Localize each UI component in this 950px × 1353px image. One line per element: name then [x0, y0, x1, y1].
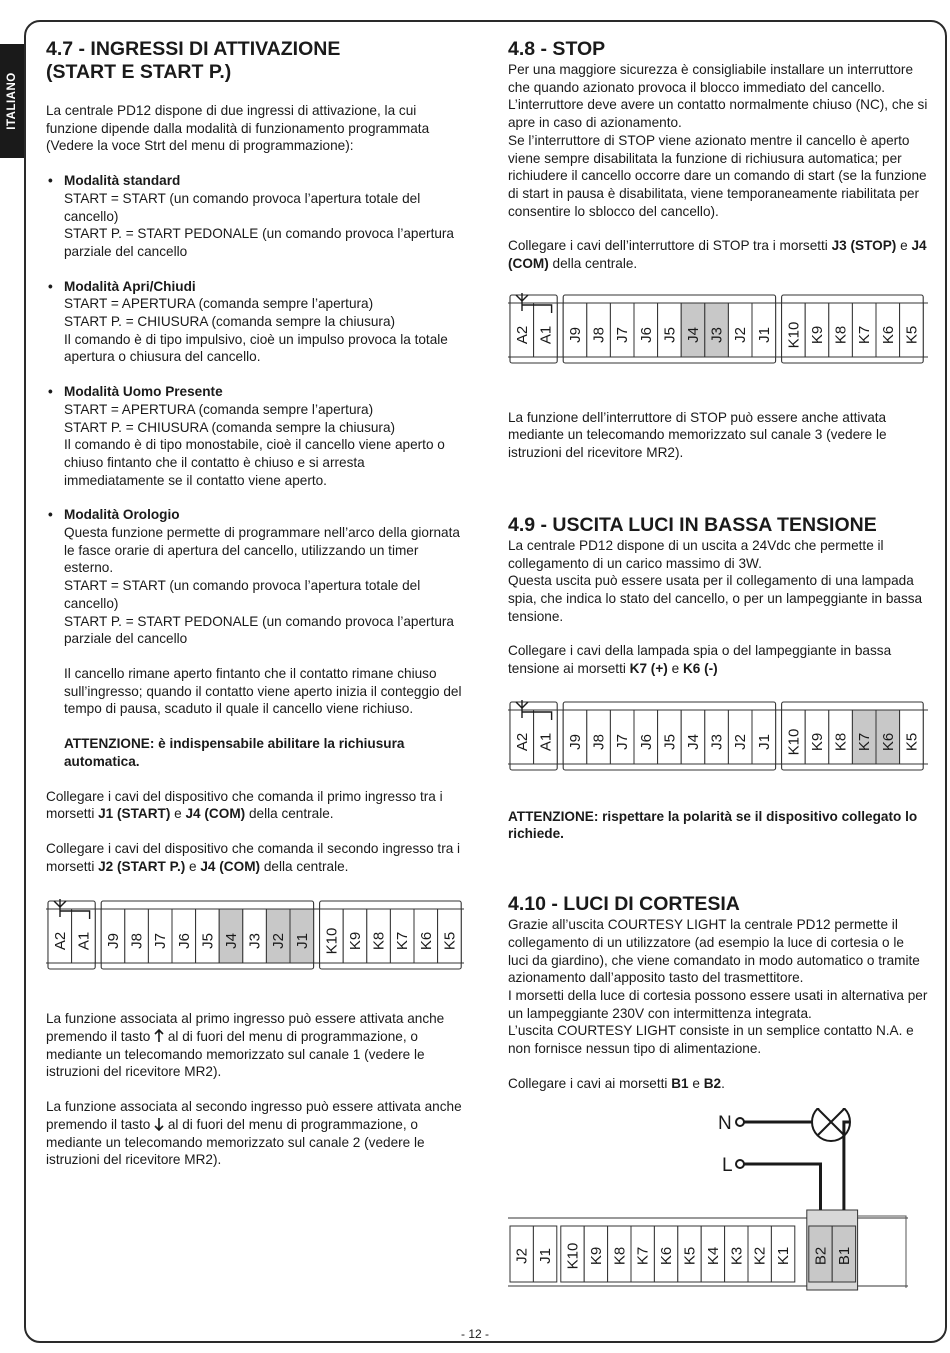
- terminal-label: J5: [199, 933, 217, 950]
- terminal-label: K8: [370, 932, 388, 951]
- mode-line: START = APERTURA (comanda sempre l’apertura): [64, 296, 374, 312]
- terminal-label: K2: [751, 1246, 769, 1265]
- courtesy-paragraph-2: I morsetti della luce di cortesia possono essere usati in alternativa per un lampeggiante 230V con intermittenza integrata.: [508, 987, 928, 1021]
- terminal-label: K7: [634, 1246, 652, 1265]
- terminal-label: J3: [246, 933, 264, 950]
- terminal-label: B1: [835, 1246, 853, 1265]
- terminal-label: K10: [564, 1242, 582, 1269]
- terminal-label: K8: [832, 325, 850, 344]
- lv-attention: ATTENZIONE: rispettare la polarità se il dispositivo collegato lo richiede.: [508, 808, 918, 842]
- terminal-label: K7: [394, 932, 412, 951]
- stop-paragraph-1: Per una maggiore sicurezza è consigliabile installare un interruttore che quando azionato provoca il blocco immediato del cancello. L’interruttore deve avere un contatto normalmente chiuso (NC), che si apre in caso di azionamento.: [508, 62, 928, 131]
- courtesy-connection: Collegare i cavi ai morsetti B1 e B2.: [508, 1075, 725, 1091]
- connection-2: Collegare i cavi del dispositivo che comanda il secondo ingresso tra i morsetti J2 (START P.) e J4 (COM) della centrale.: [46, 840, 461, 874]
- terminal-label: J7: [614, 326, 632, 343]
- terminal-label: K3: [728, 1246, 746, 1265]
- terminal-label: J3: [708, 733, 726, 750]
- terminal-label: J5: [661, 733, 679, 750]
- terminal-label: K9: [809, 325, 826, 344]
- terminal-label: A2: [513, 325, 531, 344]
- terminal-label: A2: [51, 932, 69, 951]
- mode-line: START = APERTURA (comanda sempre l’apertura): [64, 401, 374, 417]
- section-4-7: [46, 38, 464, 1169]
- terminal-label: A1: [75, 932, 93, 951]
- terminal-label: A1: [537, 325, 555, 344]
- mode-line: START = START (un comando provoca l’apertura totale del cancello): [64, 578, 421, 611]
- section-title-stop: 4.8 - STOP: [508, 38, 606, 60]
- terminal-label: K9: [347, 932, 364, 951]
- terminal-label: K9: [587, 1246, 605, 1265]
- terminal-label: K1: [775, 1246, 793, 1265]
- arrow-down-icon: [154, 1117, 164, 1131]
- terminal-label: J4: [685, 326, 702, 343]
- terminal-label: J7: [152, 933, 170, 950]
- modes-list: [46, 172, 464, 648]
- section-title-courtesy: 4.10 - LUCI DI CORTESIA: [508, 893, 740, 916]
- terminal-label: J2: [732, 326, 750, 343]
- terminal-label: B2: [812, 1246, 830, 1265]
- terminal-label: J2: [732, 733, 750, 750]
- terminal-label: K6: [417, 932, 435, 951]
- mode-title: Modalità Uomo Presente: [64, 384, 223, 400]
- terminal-label: J6: [637, 326, 655, 343]
- mode-line: START = START (un comando provoca l’apertura totale del cancello): [64, 190, 421, 224]
- mode-line: Questa funzione permette di programmare nell’arco della giornata le fasce orarie di apertura del cancello, utilizzando un timer esterno.: [64, 525, 460, 576]
- terminal-label: K8: [832, 732, 850, 751]
- terminal-label: K6: [879, 325, 897, 344]
- mode-title: Modalità standard: [64, 173, 181, 189]
- orologio-note: Il cancello rimane aperto fintanto che il contatto rimane chiuso sull’ingresso; quando il contatto viene aperto inizia il conteggio del tempo di pausa, scaduto il quale il cancello viene richiuso.: [64, 665, 462, 717]
- stop-paragraph-2: Se l’interruttore di STOP viene azionato mentre il cancello è aperto viene sempre disabilitata la funzione di richiusura automatica; per richiudere il cancello occorre dare un comando di start (se la funzione di start in pausa è disabilitata, viene temporaneamente riabilitata per consentire lo sblocco del cancello).: [508, 132, 927, 219]
- terminal-label: K5: [441, 932, 459, 951]
- label-n: N: [718, 1112, 732, 1134]
- lv-connection: Collegare i cavi della lampada spia o del lampeggiante in bassa tensione ai morsetti K7 (+) e K6 (-): [508, 643, 892, 677]
- terminal-label: J1: [537, 1247, 555, 1264]
- page-number: - 12 -: [460, 1327, 489, 1341]
- terminal-label: J5: [661, 326, 679, 343]
- terminal-label: J8: [128, 933, 146, 950]
- mode-line: Il comando è di tipo impulsivo, cioè un impulso provoca la totale apertura o chiusura del cancello.: [64, 331, 448, 365]
- terminal-block-diagram: [46, 897, 464, 975]
- stop-note: La funzione dell’interruttore di STOP può essere anche attivata mediante un telecomando memorizzato sul canale 3 (vedere le istruzioni del ricevitore MR2).: [508, 409, 887, 461]
- mode-item: [46, 278, 464, 367]
- arrow-up-icon: [154, 1029, 164, 1043]
- mode-line: START P. = CHIUSURA (comanda sempre la chiusura): [64, 314, 396, 330]
- mode-title: Modalità Orologio: [64, 507, 180, 523]
- courtesy-paragraph-3: L’uscita COURTESY LIGHT consiste in un semplice contatto N.A. e non fornisce nessun tipo di alimentazione.: [508, 1023, 914, 1057]
- lv-paragraph-2: Questa uscita può essere usata per il collegamento di una lampada spia, che indica lo stato del cancello, o per un lampeggiante in bassa tensione.: [508, 573, 923, 624]
- terminal-label: J9: [567, 326, 584, 343]
- function-note-2: La funzione associata al secondo ingresso può essere attivata anche premendo il tasto al di fuori del menu di programmazione, o mediante un telecomando memorizzato sul canale 2 (vedere le istruzioni del ricevitore MR2).: [46, 1099, 462, 1168]
- terminal-label: K6: [879, 732, 897, 751]
- terminal-label: J2: [270, 933, 288, 950]
- terminal-label: K9: [809, 732, 826, 751]
- terminal-label: K7: [856, 325, 874, 344]
- function-note-1: La funzione associata al primo ingresso può essere attivata anche premendo il tasto al di fuori del menu di programmazione, o mediante un telecomando memorizzato sul canale 1 (vedere le istruzioni del ricevitore MR2).: [46, 1011, 445, 1080]
- terminal-label: A1: [537, 732, 555, 751]
- title-line-2: (START E START P.): [46, 61, 232, 83]
- mode-item: [46, 506, 464, 648]
- lv-paragraph-1: La centrale PD12 dispone di un uscita a 24Vdc che permette il collegamento di un carico massimo di 3W.: [508, 537, 884, 571]
- terminal-label: K10: [323, 927, 341, 955]
- terminal-label: K10: [785, 728, 803, 756]
- terminal-block-diagram-stop: [508, 291, 928, 369]
- mode-item: [46, 383, 464, 489]
- mode-line: START P. = START PEDONALE (un comando provoca l’apertura parziale del cancello: [64, 226, 454, 259]
- terminal-label: J8: [590, 326, 608, 343]
- terminal-label: J4: [223, 933, 240, 950]
- stop-connection: Collegare i cavi dell’interruttore di STOP tra i morsetti J3 (STOP) e J4 (COM) della centrale.: [508, 238, 927, 272]
- terminal-label: J9: [105, 933, 122, 950]
- terminal-label: K6: [658, 1246, 676, 1265]
- terminal-label: J2: [513, 1247, 531, 1264]
- mode-title: Modalità Apri/Chiudi: [64, 278, 196, 294]
- terminal-label: J1: [755, 326, 773, 343]
- courtesy-wiring-diagram: [508, 1108, 928, 1308]
- terminal-label: J9: [567, 733, 584, 750]
- terminal-label: J6: [175, 933, 193, 950]
- right-column: [508, 38, 928, 1308]
- mode-line: START P. = START PEDONALE (un comando provoca l’apertura parziale del cancello: [64, 613, 454, 647]
- terminal-label: K5: [903, 732, 921, 751]
- intro-paragraph: La centrale PD12 dispone di due ingressi di attivazione, la cui funzione dipende dalla modalità di funzionamento programmata (Vedere la voce Strt del menu di programmazione):: [46, 103, 430, 154]
- terminal-block-diagram-lv: [508, 698, 928, 776]
- terminal-label: A2: [513, 732, 531, 751]
- terminal-label: J4: [685, 733, 702, 750]
- terminal-label: K10: [785, 321, 803, 349]
- connection-1: Collegare i cavi del dispositivo che comanda il primo ingresso tra i morsetti J1 (START) e J4 (COM) della centrale.: [46, 788, 443, 822]
- mode-line: START P. = CHIUSURA (comanda sempre la chiusura): [64, 419, 396, 435]
- language-label: ITALIANO: [6, 72, 18, 130]
- terminal-label: K8: [611, 1246, 629, 1265]
- section-title: [46, 38, 464, 84]
- title-line-1: 4.7 - INGRESSI DI ATTIVAZIONE: [46, 38, 341, 60]
- terminal-label: J1: [293, 933, 311, 950]
- attention-note: ATTENZIONE: è indispensabile abilitare la richiusura automatica.: [64, 736, 405, 769]
- terminal-label: J1: [755, 733, 773, 750]
- mode-item: [46, 172, 464, 261]
- section-title-low-voltage: 4.9 - USCITA LUCI IN BASSA TENSIONE: [508, 513, 877, 536]
- label-l: L: [722, 1154, 733, 1176]
- language-tab: [0, 44, 24, 158]
- terminal-label: J3: [708, 326, 726, 343]
- terminal-label: K7: [856, 732, 874, 751]
- terminal-label: J6: [637, 733, 655, 750]
- terminal-label: J7: [614, 733, 632, 750]
- terminal-label: J8: [590, 733, 608, 750]
- courtesy-paragraph-1: Grazie all’uscita COURTESY LIGHT la centrale PD12 permette il collegamento di un utilizzatore (ad esempio la luce di cortesia o le luci da giardino), che viene comandato in modo automatico o tramite azionamento dall’apposito tasto del trasmettitore.: [508, 917, 920, 986]
- mode-line: Il comando è di tipo monostabile, cioè il cancello viene aperto o chiuso fintanto che il contatto è chiuso e si arresta immediatamente se il contatto viene aperto.: [64, 437, 445, 488]
- terminal-label: K5: [681, 1246, 699, 1265]
- terminal-label: K5: [903, 325, 921, 344]
- terminal-label: K4: [704, 1246, 722, 1265]
